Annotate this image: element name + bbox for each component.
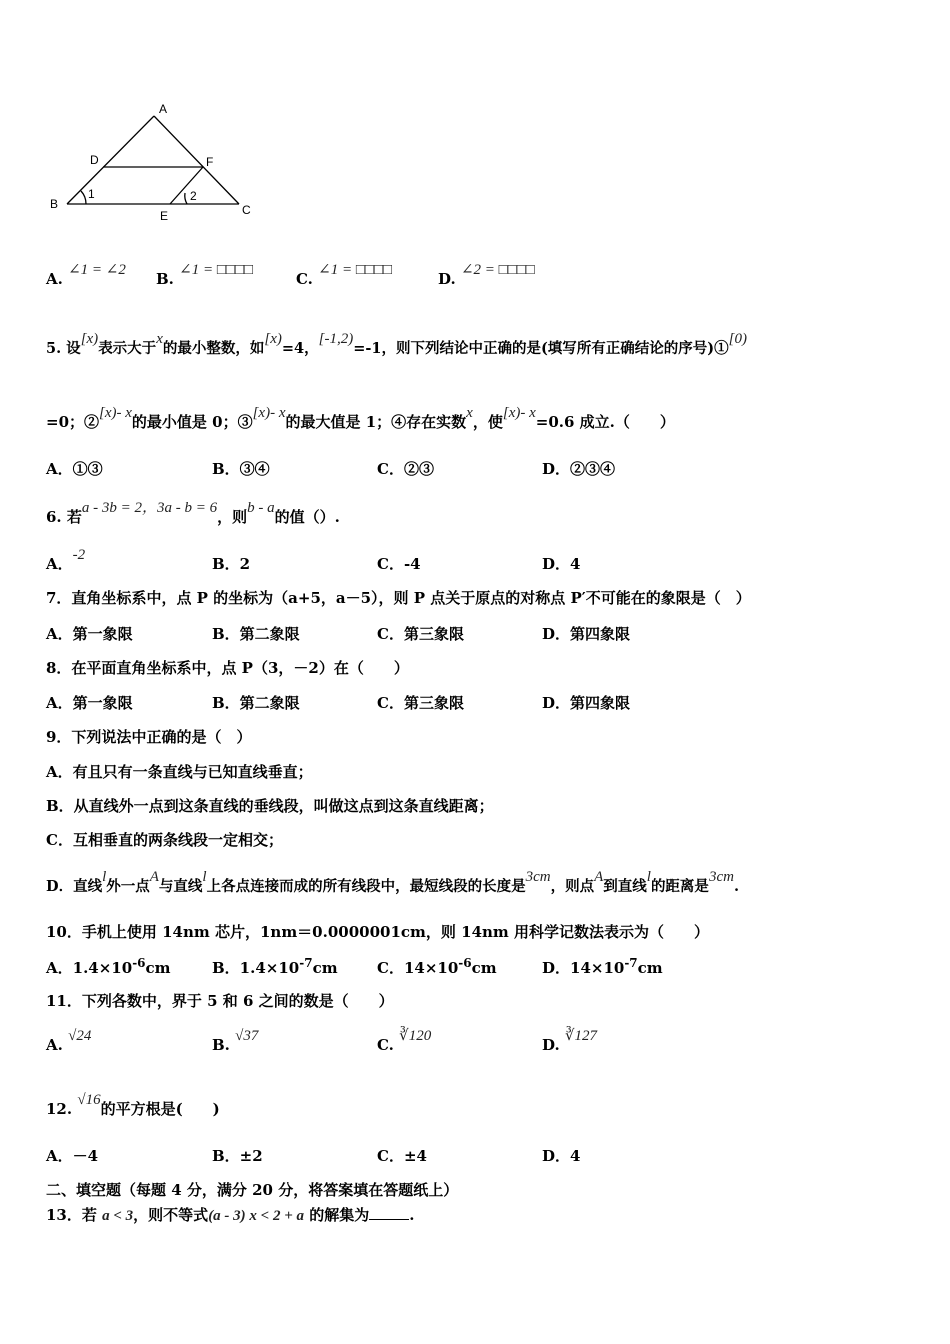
q7-option-d[interactable]: D．第四象限 xyxy=(542,625,631,643)
angle-1-label: 1 xyxy=(88,187,95,201)
q7-option-b[interactable]: B．第二象限 xyxy=(212,625,300,643)
q12-stem: 12. √16的平方根是( ) xyxy=(46,1092,220,1118)
q9-option-b[interactable]: B．从直线外一点到这条直线的垂线段，叫做这点到这条直线距离； xyxy=(46,797,494,815)
q8-option-d[interactable]: D．第四象限 xyxy=(542,694,631,712)
label-F: F xyxy=(206,155,214,169)
q10-option-a[interactable]: A．$1.4\times 10^{-6}cm$ xyxy=(46,956,171,977)
q11-option-d[interactable]: D. ∛127 xyxy=(542,1028,597,1054)
section-2-heading: 二、填空题（每题 4 分，满分 20 分，将答案填在答题纸上） xyxy=(46,1181,459,1199)
q6-option-b[interactable]: B．2 xyxy=(212,555,251,573)
q8-stem: 8．在平面直角坐标系中，点 P（3，－2）在（ ） xyxy=(46,659,409,677)
q13-stem: 13．若 a < 3，则不等式(a - 3) x < 2 + a 的解集为 . xyxy=(46,1206,415,1224)
q5-line2: =0；②[x)- x的最小值是 0；③[x)- x的最大值是 1；④存在实数x，使[x)- x=0.6 成立.（ ） xyxy=(46,405,675,431)
q6-stem: 6. 若a - 3b = 2，3a - b = 6，则b - a的值（）. xyxy=(46,500,340,526)
q11-option-a[interactable]: A. √24 xyxy=(46,1028,92,1054)
label-A: A xyxy=(159,102,168,116)
q11-option-c[interactable]: C. ∛120 xyxy=(377,1028,432,1054)
label-D: D xyxy=(90,153,99,167)
q9-stem: 9．下列说法中正确的是（ ） xyxy=(46,728,252,746)
q12-option-c[interactable]: C．±4 xyxy=(377,1147,427,1165)
q11-option-b[interactable]: B. √37 xyxy=(212,1028,259,1054)
q12-option-a[interactable]: A．－4 xyxy=(46,1147,99,1165)
q10-stem: 10．手机上使用 14nm 芯片，1nm＝0.0000001cm，则 14nm 用科学记数法表示为（ ） xyxy=(46,923,710,941)
q9-option-d[interactable]: D．直线l外一点A与直线l上各点连接而成的所有线段中，最短线段的长度是3cm，则点A到直线l的距离是3cm. xyxy=(46,869,739,895)
q4-option-c[interactable]: C. ∠1 = □□□□ xyxy=(296,262,393,288)
q4-option-a[interactable]: A. ∠1 = ∠2 xyxy=(46,262,126,288)
triangle-figure xyxy=(46,96,261,226)
q12-option-b[interactable]: B．±2 xyxy=(212,1147,263,1165)
label-B: B xyxy=(50,197,59,211)
q9-option-c[interactable]: C．互相垂直的两条线段一定相交； xyxy=(46,831,283,849)
q8-option-a[interactable]: A．第一象限 xyxy=(46,694,133,712)
q7-stem: 7．直角坐标系中，点 P 的坐标为（a+5，a－5），则 P 点关于原点的对称点 P′不可能在的象限是（ ） xyxy=(46,589,751,607)
q6-option-a[interactable]: A．-2 xyxy=(46,547,86,573)
q7-option-a[interactable]: A．第一象限 xyxy=(46,625,133,643)
q4-option-b[interactable]: B. ∠1 = □□□□ xyxy=(156,262,254,288)
label-E: E xyxy=(160,209,169,223)
q5-option-b[interactable]: B．③④ xyxy=(212,460,270,478)
q5-option-d[interactable]: D．②③④ xyxy=(542,460,616,478)
q5-line1: 5. 设[x)表示大于x的最小整数，如[x)=4，[-1,2)=-1，则下列结论中正确的是(填写所有正确结论的序号)①[0) xyxy=(46,331,748,357)
q12-option-d[interactable]: D．4 xyxy=(542,1147,581,1165)
q13-answer-blank[interactable] xyxy=(369,1219,409,1220)
q8-option-c[interactable]: C．第三象限 xyxy=(377,694,464,712)
q5-option-a[interactable]: A．①③ xyxy=(46,460,103,478)
q10-option-c[interactable]: C．$14\times 10^{-6}cm$ xyxy=(377,956,497,977)
q8-option-b[interactable]: B．第二象限 xyxy=(212,694,300,712)
q6-option-d[interactable]: D．4 xyxy=(542,555,581,573)
q10-option-d[interactable]: D．$14\times 10^{-7}cm$ xyxy=(542,956,663,977)
q6-option-c[interactable]: C．-4 xyxy=(377,555,421,573)
q11-stem: 11．下列各数中，界于 5 和 6 之间的数是（ ） xyxy=(46,992,394,1010)
q5-option-c[interactable]: C．②③ xyxy=(377,460,434,478)
q9-option-a[interactable]: A．有且只有一条直线与已知直线垂直； xyxy=(46,763,313,781)
label-C: C xyxy=(242,203,251,217)
q4-option-d[interactable]: D. ∠2 = □□□□ xyxy=(438,262,535,288)
angle-2-label: 2 xyxy=(190,189,197,203)
q10-option-b[interactable]: B．$1.4\times 10^{-7}cm$ xyxy=(212,956,338,977)
q7-option-c[interactable]: C．第三象限 xyxy=(377,625,464,643)
